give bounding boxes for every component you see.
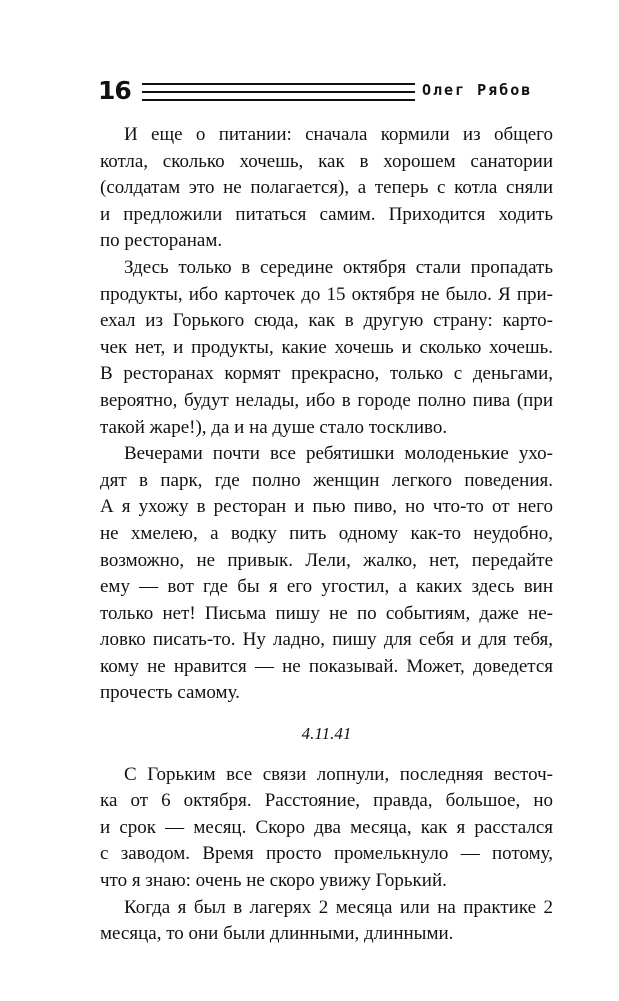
- paragraph: [100, 122, 553, 255]
- page-number: 16: [98, 76, 131, 105]
- text-line: В ресторанах кормят прекрасно, только с деньгами,: [100, 363, 553, 385]
- text-line: возможно, не привык. Лели, жалко, нет, передайте: [100, 549, 553, 571]
- text-line: что я знаю: очень не скоро увижу Горький.: [100, 870, 447, 892]
- paragraph: [100, 762, 553, 895]
- text-line: ехал из Горького сюда, как в другую страну: карто-: [100, 310, 553, 332]
- header-rule-line: [142, 91, 415, 93]
- text-line: чек нет, и продукты, какие хочешь и сколько хочешь.: [100, 336, 553, 358]
- text-line: ка от 6 октября. Расстояние, правда, большое, но: [100, 790, 553, 812]
- text-line: Когда я был в лагерях 2 месяца или на практике 2: [124, 896, 553, 918]
- text-line: котла, сколько хочешь, как в хорошем санатории: [100, 150, 553, 172]
- paragraph: [100, 441, 553, 707]
- text-line: месяца, то они были длинными, длинными.: [100, 923, 454, 945]
- paragraph: [100, 255, 553, 441]
- text-line: не хмелею, а водку пить одному как-то неудобно,: [100, 522, 553, 544]
- paragraph: [100, 895, 553, 948]
- text-line: ловко писать-то. Ну ладно, пишу для себя и для тебя,: [100, 629, 553, 651]
- text-line: И еще о питании: сначала кормили из общего: [124, 124, 553, 145]
- section-spacer: [100, 707, 553, 721]
- text-line: С Горьким все связи лопнули, последняя весточ-: [124, 763, 553, 785]
- text-line: и срок — месяц. Скоро два месяца, как я расстался: [100, 816, 553, 838]
- text-line: дят в парк, где полно женщин легкого поведения.: [100, 469, 553, 491]
- text-line: вероятно, будут нелады, ибо в городе полно пива (при: [100, 389, 553, 411]
- running-head: Олег Рябов: [422, 81, 533, 99]
- text-line: Здесь только в середине октября стали пропадать: [124, 256, 553, 278]
- entry-date: 4.11.41: [301, 724, 352, 744]
- text-line: (солдатам это не полагается), а теперь с котла сняли: [100, 177, 553, 199]
- text-line: по ресторанам.: [100, 230, 223, 252]
- text-line: ему — вот где бы я его угостил, а каких здесь вин: [100, 576, 553, 598]
- text-line: с заводом. Время просто промелькнуло — потому,: [100, 843, 553, 865]
- text-line: такой жаре!), да и на душе стало тоскливо.: [100, 416, 448, 438]
- text-line: прочесть самому.: [100, 682, 240, 704]
- text-line: кому не нравится — не показывай. Может, доведется: [100, 655, 553, 677]
- text-line: Вечерами почти все ребятишки молоденькие ухо-: [124, 443, 553, 465]
- header-rule-line: [142, 99, 415, 101]
- header-rule: [142, 83, 415, 101]
- text-line: только нет! Письма пишу не по событиям, даже не-: [100, 602, 553, 624]
- text-line: продукты, ибо карточек до 15 октября не было. Я при-: [100, 283, 553, 305]
- text-line: А я ухожу в ресторан и пью пиво, но что-то от него: [100, 496, 553, 518]
- section-spacer: [100, 748, 553, 762]
- header-rule-line: [142, 83, 415, 85]
- body-text: [100, 122, 553, 948]
- text-line: и предложили питаться самим. Приходится ходить: [100, 203, 553, 225]
